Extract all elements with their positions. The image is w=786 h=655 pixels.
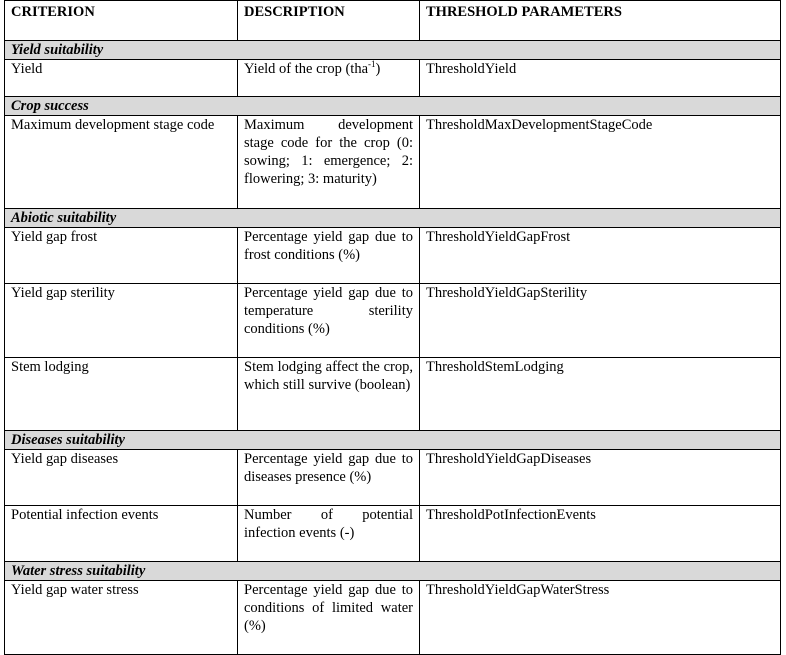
table-row — [5, 116, 781, 209]
header-row — [5, 1, 781, 41]
description-cell: Number of potential infection events (-) — [238, 506, 420, 562]
description-cell: Maximum development stage code for the crop (0: sowing; 1: emergence; 2: flowering; 3: maturity) — [238, 116, 420, 209]
table-row — [5, 506, 781, 562]
table-row — [5, 358, 781, 431]
criterion-cell: Yield gap frost — [5, 228, 238, 284]
section-title: Diseases suitability — [5, 431, 781, 450]
description-cell: Percentage yield gap due to temperature sterility conditions (%) — [238, 284, 420, 358]
criterion-cell: Maximum development stage code — [5, 116, 238, 209]
criterion-cell: Potential infection events — [5, 506, 238, 562]
table-row — [5, 581, 781, 655]
table-row — [5, 284, 781, 358]
section-title: Water stress suitability — [5, 562, 781, 581]
criterion-cell: Yield — [5, 60, 238, 97]
description-cell: Stem lodging affect the crop, which still survive (boolean) — [238, 358, 420, 431]
section-row-crop — [5, 97, 781, 116]
description-cell: Percentage yield gap due to frost conditions (%) — [238, 228, 420, 284]
criterion-cell: Yield gap diseases — [5, 450, 238, 506]
header-description: DESCRIPTION — [238, 1, 420, 41]
table-row — [5, 450, 781, 506]
threshold-cell: ThresholdYieldGapDiseases — [420, 450, 781, 506]
threshold-cell: ThresholdPotInfectionEvents — [420, 506, 781, 562]
threshold-cell: ThresholdYieldGapFrost — [420, 228, 781, 284]
description-superscript: -1 — [368, 59, 376, 69]
description-cell: Percentage yield gap due to diseases presence (%) — [238, 450, 420, 506]
table-row — [5, 228, 781, 284]
threshold-cell: ThresholdStemLodging — [420, 358, 781, 431]
description-text-end: ) — [375, 61, 381, 77]
section-title: Crop success — [5, 97, 781, 116]
criterion-cell: Stem lodging — [5, 358, 238, 431]
table-row — [5, 60, 781, 97]
header-threshold: THRESHOLD PARAMETERS — [420, 1, 781, 41]
section-title: Yield suitability — [5, 41, 781, 60]
threshold-cell: ThresholdMaxDevelopmentStageCode — [420, 116, 781, 209]
description-cell: Percentage yield gap due to conditions of limited water (%) — [238, 581, 420, 655]
section-row-diseases — [5, 431, 781, 450]
threshold-cell: ThresholdYieldGapWaterStress — [420, 581, 781, 655]
description-text: Yield of the crop (tha — [244, 61, 369, 77]
description-cell — [238, 60, 420, 97]
threshold-cell: ThresholdYieldGapSterility — [420, 284, 781, 358]
criterion-cell: Yield gap sterility — [5, 284, 238, 358]
section-row-yield — [5, 41, 781, 60]
section-row-abiotic — [5, 209, 781, 228]
header-criterion: CRITERION — [5, 1, 238, 41]
threshold-cell: ThresholdYield — [420, 60, 781, 97]
criterion-cell: Yield gap water stress — [5, 581, 238, 655]
criteria-table — [4, 0, 781, 655]
section-row-water — [5, 562, 781, 581]
section-title: Abiotic suitability — [5, 209, 781, 228]
